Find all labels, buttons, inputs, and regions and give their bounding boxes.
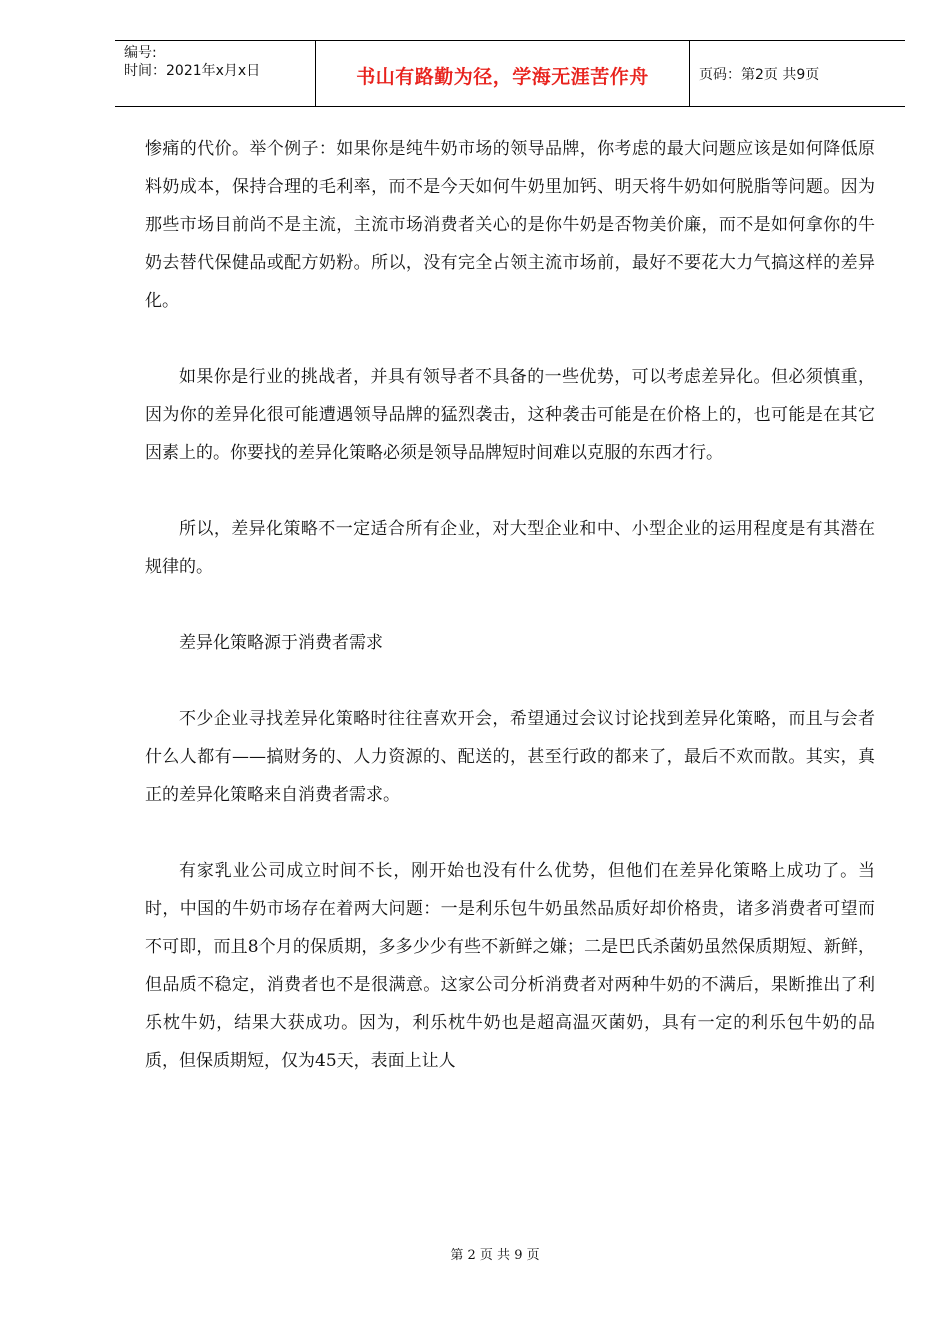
paragraph: 如果你是行业的挑战者，并具有领导者不具备的一些优势，可以考虑差异化。但必须慎重，因为你的差异化很可能遭遇领导品牌的猛烈袭击，这种袭击可能是在价格上的，也可能是在其它因素上的。你要找的差异化策略必须是领导品牌短时间难以克服的东西才行。 <box>145 367 875 463</box>
header-motto-cell <box>316 41 690 106</box>
page-header <box>115 40 905 107</box>
document-body <box>145 130 875 1118</box>
paragraph: 不少企业寻找差异化策略时往往喜欢开会，希望通过会议讨论找到差异化策略，而且与会者什么人都有——搞财务的、人力资源的、配送的，甚至行政的都来了，最后不欢而散。其实，真正的差异化策略来自消费者需求。 <box>145 709 875 805</box>
footer-page-number: 第 2 页 共 9 页 <box>450 1248 540 1263</box>
document-time-label: 时间：2021年x月x日 <box>124 63 261 79</box>
page-footer <box>0 1244 950 1263</box>
paragraph: 有家乳业公司成立时间不长，刚开始也没有什么优势，但他们在差异化策略上成功了。当时，中国的牛奶市场存在着两大问题：一是利乐包牛奶虽然品质好却价格贵，诸多消费者可望而不可即，而且8个月的保质期，多多少少有些不新鲜之嫌；二是巴氏杀菌奶虽然保质期短、新鲜，但品质不稳定，消费者也不是很满意。这家公司分析消费者对两种牛奶的不满后，果断推出了利乐枕牛奶，结果大获成功。因为，利乐枕牛奶也是超高温灭菌奶，具有一定的利乐包牛奶的品质，但保质期短，仅为45天，表面上让人 <box>145 861 875 1071</box>
document-number-label: 编号: <box>124 45 157 61</box>
header-meta <box>115 41 316 106</box>
paragraph-continuation: 惨痛的代价。举个例子：如果你是纯牛奶市场的领导品牌，你考虑的最大问题应该是如何降低原料奶成本，保持合理的毛利率，而不是今天如何牛奶里加钙、明天将牛奶如何脱脂等问题。因为那些市场目前尚不是主流，主流市场消费者关心的是你牛奶是否物美价廉，而不是如何拿你的牛奶去替代保健品或配方奶粉。所以，没有完全占领主流市场前，最好不要花大力气搞这样的差异化。 <box>145 139 875 311</box>
header-motto: 书山有路勤为径，学海无涯苦作舟 <box>356 66 649 88</box>
paragraph: 所以，差异化策略不一定适合所有企业，对大型企业和中、小型企业的运用程度是有其潜在规律的。 <box>145 519 875 577</box>
header-page-info: 页码：第2页 共9页 <box>699 66 820 83</box>
section-heading: 差异化策略源于消费者需求 <box>179 633 383 653</box>
header-page-info-cell <box>690 41 905 106</box>
